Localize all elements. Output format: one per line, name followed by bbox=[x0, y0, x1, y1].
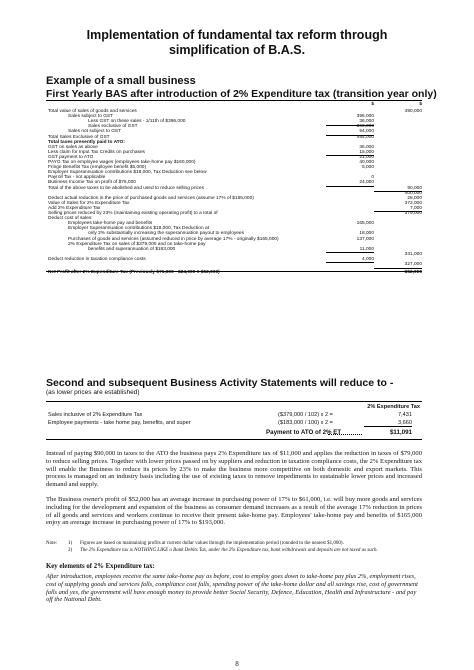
note-1 bbox=[46, 540, 378, 547]
title-line-2: simplification of B.A.S. bbox=[168, 43, 306, 57]
pt-total-row bbox=[46, 429, 422, 440]
bas-row-label: only 2% substantially increasing the superannuation payout to employees bbox=[88, 231, 244, 237]
bas-row-label: Employer Superannuation contributions $18,000, Tax Deduction at bbox=[68, 226, 209, 232]
bas-row-label: Sales exclusive of GST bbox=[88, 124, 138, 130]
bas-row-col1: 165,000 bbox=[356, 221, 374, 227]
bas-row-label: Deduct cost of sales: bbox=[48, 216, 93, 222]
bas-row-col2: 90,000 bbox=[374, 186, 422, 193]
paragraph-1: Instead of paying $90,000 in taxes to the ATO the business pays 2% Expenditure tax of $11,000 and applies the reduction in taxes of $79,000 to reduce selling prices. Together with lower prices passed on by suppliers and reduction in taxation compliance costs, the 2% Expenditure tax will enable the Business to reduce its prices by 23% to make the business more competitive on both domestic and export markets. This process is managed on an industry basis including the use of existing taxes to remove impediments to sustainable lower prices and increased demand and supply. bbox=[46, 450, 422, 489]
bas-row-label: Employer Superannuation contributions $18,000, Tax Deduction see below bbox=[48, 170, 207, 176]
col-header-1: $ bbox=[371, 102, 374, 107]
page-title bbox=[40, 28, 434, 58]
pt-row bbox=[46, 420, 422, 428]
bas-row-col1: 21,000 bbox=[359, 154, 374, 160]
paragraph-2: The Business owner's profit of $52,000 has an average increase in purchasing power of 17% to $61,000, i.e. will buy more goods and services including for the development and expansion of the business as consumer demand increases as a result of the average 17% reduction in prices of all goods and services and workers continue to receive their present take-home pay. Employees' take-home pay and benefits of $165,000 enjoy an average increase in purchasing power of 17% to $193,000. bbox=[46, 496, 422, 527]
bas-row-col2: $52,000 bbox=[404, 270, 422, 276]
bas-row-label: Selling prices reduced by 23% (maintaining existing operating profit) to a total of bbox=[48, 211, 218, 216]
key-elements-paragraph: After introduction, employees receive the same take-home pay as before, cost to employ goes down to take-home pay plus 2%, employment rises, cost of supplying goods and services falls, compliance cost falls, spending power of the take-home dollar and all savings rise, cost of government falls and yes, the government will have enough money to provide better Social Security, Defence, Education, Health and Infrastructure - and pay off the National Debt. bbox=[46, 573, 418, 604]
bas-row-col1: 24,000 bbox=[326, 180, 374, 187]
bas-row-label: Purchases of goods and services (assumed reduced in price by average 17% - originally $165,000) bbox=[68, 236, 279, 242]
bas-row-col1: 0 bbox=[371, 175, 374, 181]
pt-row-calc: ($183,000 / 100) x 2 = bbox=[278, 420, 333, 426]
notes-label: Note: bbox=[46, 541, 58, 546]
bas-row-label: Sales not subject to GST bbox=[68, 129, 122, 135]
bas-row-label: Total Sales Exclusive of GST bbox=[48, 134, 110, 140]
bas-row-label: Payroll Tax - not applicable bbox=[48, 175, 106, 181]
bas-row-label: Less claim for Input Tax Credits on purchases bbox=[48, 149, 145, 155]
bas-row-col1: 5,000 bbox=[361, 165, 374, 171]
note-2 bbox=[46, 547, 378, 554]
note-2-num: 2) bbox=[68, 548, 73, 553]
bas-row-col2: 372,000 bbox=[404, 200, 422, 206]
bas-row-label: Total of the above taxes to be abolished and used to reduce selling prices bbox=[48, 185, 205, 191]
pt-header: 2% Expenditure Tax bbox=[367, 404, 420, 410]
bas-row-col2: 400,000 bbox=[404, 190, 422, 196]
bas-row-label: Fringe Benefits Tax (employee benefit $5,000) bbox=[48, 165, 147, 171]
pt-row-calc: ($379,000 / 102) x 2 = bbox=[278, 412, 333, 418]
bas-row-col1: 40,000 bbox=[359, 160, 374, 165]
example-heading: Example of a small business bbox=[46, 75, 196, 87]
bas-row-label: Net Profit after 2% Expenditure Tax (Previously $76,000 - $24,000 = $52,000) bbox=[48, 270, 220, 276]
pt-row-label: Sales inclusive of 2% Expenditure Tax bbox=[48, 412, 143, 418]
page-number: 8 bbox=[235, 660, 239, 668]
bas-row-label: 2% Expenditure Tax on sales of $379,000 and on take-home pay bbox=[68, 241, 206, 247]
bas-row-col1: 454,000 bbox=[356, 134, 374, 140]
bas-row-label: Less GST on these sales - 1/11th of $396,000 bbox=[88, 119, 186, 125]
bas-row-label: Deduct actual reduction in the price of purchased goods and services (assume 17% of $165,000) bbox=[48, 195, 254, 201]
bas-row-label: Value of Sales for 2% Expenditure Tax bbox=[48, 200, 130, 206]
bas-row-col1: 15,000 bbox=[326, 150, 374, 157]
bas-row-label: Business Income Tax on profit of $76,000 bbox=[48, 180, 136, 186]
bas-row-col2: 28,000 bbox=[407, 195, 422, 201]
pt-total-label: Payment to ATO of 2% ET bbox=[266, 429, 342, 436]
pt-row-value: 3,660 bbox=[364, 420, 412, 427]
note-2-text: The 2% Expenditure tax is NOTHING LIKE a Bank Debits Tax, under the 2% Expenditure tax, bank withdrawals and deposits are not taxed as such. bbox=[80, 548, 378, 553]
pt-row-label: Employee payments - take home pay, benefits, and super bbox=[48, 420, 191, 426]
pt-row-value: 7,431 bbox=[398, 412, 412, 418]
bas-row-col2: 7,000 bbox=[374, 206, 422, 213]
bas-row bbox=[46, 262, 422, 268]
bas-row-label: GST on sales as above bbox=[48, 144, 98, 150]
bas-row-label: PAYG Tax on employee wages (employees take-home pay $160,000) bbox=[48, 160, 196, 165]
second-heading: Second and subsequent Business Activity Statements will reduce to - bbox=[46, 377, 394, 389]
bas-row-col1: 360,000 bbox=[356, 124, 374, 130]
bas-row-col2: 490,000 bbox=[404, 109, 422, 114]
bas-row-col1: 11,000 bbox=[326, 247, 374, 254]
notes bbox=[46, 540, 378, 554]
bas-row-col1: 137,000 bbox=[356, 236, 374, 242]
bas-row-label: Deduct reduction in taxation compliance costs bbox=[48, 256, 146, 262]
pt-leader bbox=[328, 434, 362, 435]
bas-row-col2: 379,000 bbox=[404, 211, 422, 216]
pt-total-value: $11,091 bbox=[389, 429, 412, 436]
bas-row-col1: 36,000 bbox=[359, 144, 374, 150]
payment-table bbox=[46, 397, 422, 447]
note-1-num: 1) bbox=[68, 541, 73, 546]
bas-row-label: Employees take-home pay and benefits bbox=[68, 221, 153, 227]
bas-row-label: Total taxes presently paid to ATO: bbox=[48, 139, 125, 145]
bas-heading: First Yearly BAS after introduction of 2% Expenditure tax (transition year only) bbox=[46, 88, 437, 100]
second-subheading: (as lower prices are established) bbox=[46, 389, 140, 396]
bas-row-col1: 94,000 bbox=[326, 129, 374, 136]
bas-row-col1: 18,000 bbox=[359, 231, 374, 237]
note-1-text: Figures are based on maintaining profits at current dollar values through the implementation period (rounded to the nearest $1,000). bbox=[80, 541, 344, 546]
bas-row-label: Sales subject to GST bbox=[68, 114, 114, 120]
key-elements-heading: Key elements of 2% Expenditure tax: bbox=[46, 563, 155, 570]
bas-row-col1: 36,000 bbox=[326, 119, 374, 126]
title-line-1: Implementation of fundamental tax reform through bbox=[86, 28, 388, 42]
bas-column-headers bbox=[46, 102, 422, 108]
pt-header-row bbox=[46, 401, 422, 412]
pt-row bbox=[46, 412, 422, 420]
col-header-2: $ bbox=[419, 102, 422, 107]
bas-row-col2: 327,000 bbox=[374, 262, 422, 269]
bas-row-label: Add 2% Expenditure Tax bbox=[48, 205, 101, 211]
bas-row bbox=[46, 270, 422, 276]
bas-row-label: Total value of sales of goods and services bbox=[48, 109, 137, 114]
bas-row-col1: 4,000 bbox=[326, 257, 374, 264]
bas-row-label: benefits and superannuation of $183,000 bbox=[88, 246, 176, 252]
bas-row-label: GST payment to ATO bbox=[48, 154, 94, 160]
bas-row-col1: 396,000 bbox=[356, 114, 374, 120]
bas-row-col2: 331,000 bbox=[404, 251, 422, 257]
bas-table bbox=[46, 100, 422, 276]
